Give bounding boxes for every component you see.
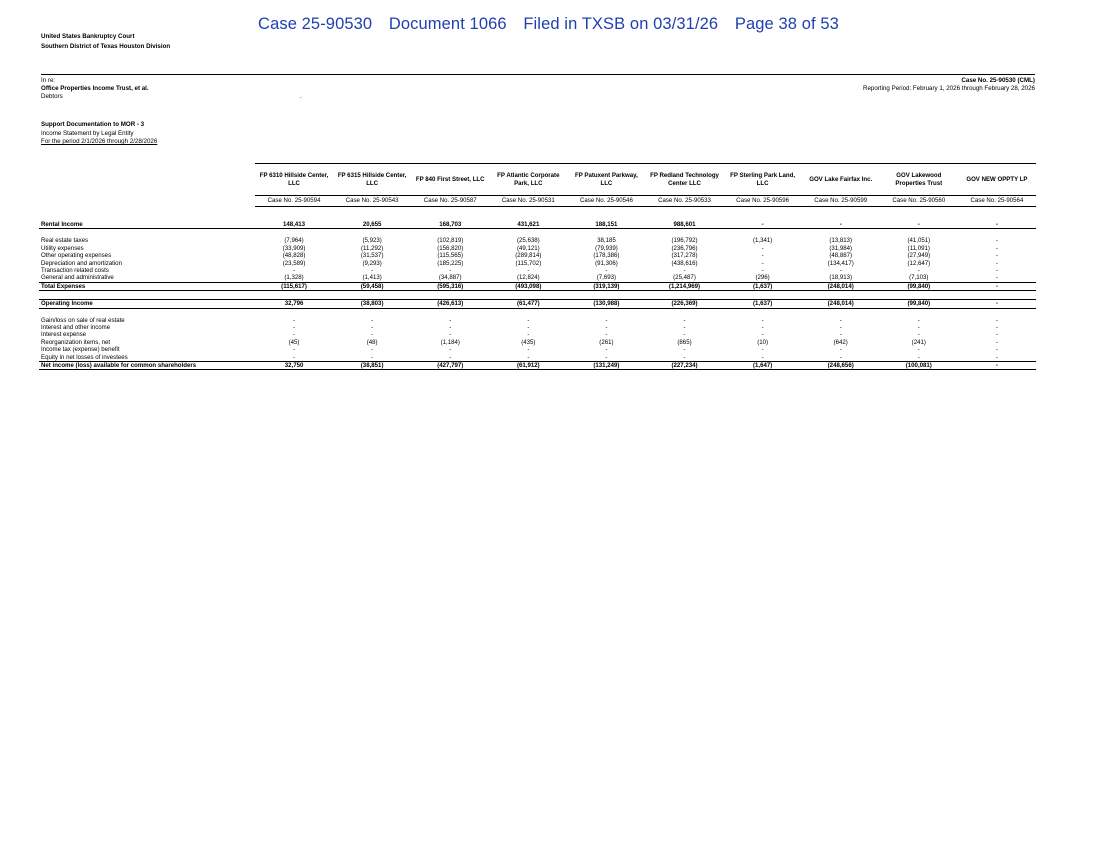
value-cell: - — [683, 331, 686, 339]
row-label: Transaction related costs — [41, 267, 109, 274]
value-cell: (18,913) — [802, 274, 880, 282]
value-cell: (23,589) — [282, 259, 306, 267]
row-transaction-costs — [39, 267, 1036, 274]
court-name: United States Bankruptcy Court — [41, 33, 135, 40]
value-cell: (227,234) — [645, 361, 723, 369]
entity-header: FP Atlantic Corporate Park, LLC — [489, 164, 567, 196]
value-cell: - — [645, 353, 723, 361]
value-cell: 20,655 — [333, 221, 411, 229]
court-district: Southern District of Texas Houston Division — [41, 43, 171, 50]
entity-header: FP Redland Technology Center LLC — [645, 164, 723, 196]
case-caption — [41, 77, 149, 101]
value-cell: (11,292) — [361, 244, 384, 252]
value-cell: - — [449, 331, 452, 339]
value-cell: - — [605, 346, 608, 354]
entity-case-number: Case No. 25-90596 — [724, 196, 802, 207]
value-cell: (99,840) — [880, 300, 958, 308]
value-cell: - — [293, 346, 296, 354]
row-label: Depreciation and amortization — [41, 259, 122, 267]
case-row-blank — [39, 196, 255, 207]
value-cell: - — [761, 316, 764, 324]
stamp-filed: Filed in TXSB on 03/31/26 — [523, 15, 719, 33]
in-re-label: In re: — [41, 77, 56, 84]
value-cell: (131,249) — [567, 361, 645, 369]
value-cell: (115,565) — [437, 252, 464, 260]
row-operating-income — [39, 300, 1036, 308]
value-cell: (248,014) — [802, 300, 880, 308]
value-cell: - — [724, 221, 802, 229]
row-net-income — [39, 361, 1036, 369]
value-cell: - — [802, 221, 880, 229]
value-cell: - — [995, 338, 998, 346]
case-number-row — [39, 196, 1036, 207]
value-cell: - — [683, 346, 686, 354]
value-cell: (7,964) — [284, 237, 304, 245]
entity-case-number: Case No. 25-90543 — [333, 196, 411, 207]
value-cell: - — [995, 252, 998, 260]
value-cell: - — [761, 323, 764, 331]
row-real-estate-taxes — [39, 237, 1036, 244]
value-cell: (438,616) — [671, 259, 698, 267]
value-cell: (261) — [599, 338, 614, 346]
entity-header: GOV Lake Fairfax Inc. — [802, 164, 880, 196]
header-blank — [39, 164, 255, 196]
value-cell: (196,792) — [671, 237, 698, 245]
value-cell: - — [995, 259, 998, 267]
value-cell: - — [917, 316, 920, 324]
row-label: Gain/loss on sale of real estate — [41, 316, 125, 324]
spacer-row — [39, 291, 1036, 300]
value-cell: (48) — [366, 338, 378, 346]
row-utility-expenses — [39, 245, 1036, 252]
value-cell: - — [839, 331, 842, 339]
value-cell: (226,369) — [645, 300, 723, 308]
value-cell: (12,647) — [907, 259, 931, 267]
entity-header-row — [39, 164, 1036, 196]
row-rental-income — [39, 221, 1036, 229]
value-cell: (296) — [724, 274, 802, 282]
value-cell: - — [449, 323, 452, 331]
value-cell: - — [683, 316, 686, 324]
value-cell: - — [917, 331, 920, 339]
row-general-admin — [39, 274, 1036, 282]
value-cell: (236,796) — [671, 244, 698, 252]
spacer-cell — [39, 308, 1036, 317]
value-cell: (289,814) — [515, 252, 542, 260]
value-cell: - — [371, 316, 374, 324]
row-label: Equity in net losses of investees — [39, 353, 255, 361]
value-cell: - — [683, 267, 686, 274]
value-cell: - — [839, 323, 842, 331]
entity-header: GOV Lakewood Properties Trust — [880, 164, 958, 196]
value-cell: (595,316) — [411, 282, 489, 290]
value-cell: - — [371, 267, 374, 274]
value-cell: - — [958, 361, 1036, 369]
value-cell: - — [995, 267, 998, 274]
value-cell: - — [761, 331, 764, 339]
value-cell: - — [995, 316, 998, 324]
value-cell: (7,103) — [880, 274, 958, 282]
income-statement-table — [39, 163, 1036, 370]
stray-mark: . — [300, 94, 302, 100]
value-cell: - — [995, 244, 998, 252]
value-cell: - — [293, 331, 296, 339]
row-other-operating — [39, 252, 1036, 259]
entity-header: FP 6310 Hillside Center, LLC — [255, 164, 333, 196]
support-title: Support Documentation to MOR - 3 — [41, 121, 145, 128]
row-equity-losses — [39, 353, 1036, 361]
spacer-row — [39, 308, 1036, 317]
value-cell: 148,413 — [255, 221, 333, 229]
stamp-case: Case 25-90530 — [258, 15, 373, 33]
entity-case-number: Case No. 25-90587 — [411, 196, 489, 207]
value-cell: - — [527, 323, 530, 331]
value-cell: (59,458) — [333, 282, 411, 290]
value-cell: (9,293) — [362, 259, 382, 267]
entity-case-number: Case No. 25-90564 — [958, 196, 1036, 207]
case-number: Case No. 25-90530 (CML) — [961, 77, 1035, 84]
value-cell: (10) — [757, 338, 769, 346]
value-cell: (185,225) — [437, 259, 464, 267]
value-cell: (134,417) — [827, 259, 854, 267]
value-cell: (865) — [677, 338, 692, 346]
value-cell: (115,617) — [255, 282, 333, 290]
value-cell: (427,797) — [411, 361, 489, 369]
support-heading — [41, 121, 157, 147]
court-heading — [41, 32, 170, 52]
value-cell: - — [527, 331, 530, 339]
entity-case-number: Case No. 25-90546 — [567, 196, 645, 207]
value-cell: (178,386) — [593, 252, 620, 260]
value-cell: - — [761, 244, 764, 252]
row-label: Net income (loss) available for common shareholders — [39, 361, 255, 369]
entity-case-number: Case No. 25-90533 — [645, 196, 723, 207]
value-cell: (31,537) — [360, 252, 384, 260]
row-gain-loss-sale — [39, 317, 1036, 324]
entity-case-number: Case No. 25-90531 — [489, 196, 567, 207]
value-cell: (100,081) — [880, 361, 958, 369]
row-total-expenses — [39, 282, 1036, 290]
value-cell: - — [917, 323, 920, 331]
spacer-row — [39, 207, 1036, 222]
value-cell: (91,306) — [595, 259, 618, 267]
value-cell: - — [802, 353, 880, 361]
value-cell: - — [839, 316, 842, 324]
value-cell: (1,214,969) — [645, 282, 723, 290]
value-cell: - — [293, 323, 296, 331]
value-cell: (48,887) — [829, 252, 853, 260]
value-cell: 988,601 — [645, 221, 723, 229]
entity-header: FP Patuxent Parkway, LLC — [567, 164, 645, 196]
value-cell: (12,824) — [489, 274, 567, 282]
case-info — [863, 77, 1035, 94]
value-cell: - — [255, 353, 333, 361]
value-cell: - — [371, 346, 374, 354]
value-cell: (38,803) — [333, 300, 411, 308]
value-cell: - — [605, 267, 608, 274]
value-cell: (34,887) — [411, 274, 489, 282]
value-cell: - — [605, 316, 608, 324]
value-cell: - — [371, 331, 374, 339]
value-cell: (33,909) — [282, 244, 306, 252]
entity-header: FP 840 First Street, LLC — [411, 164, 489, 196]
value-cell: (25,638) — [516, 237, 540, 245]
value-cell: - — [958, 353, 1036, 361]
value-cell: (426,613) — [411, 300, 489, 308]
value-cell: 38,185 — [597, 237, 616, 245]
value-cell: (48,828) — [282, 252, 306, 260]
row-interest-other-income — [39, 324, 1036, 331]
value-cell: (1,328) — [255, 274, 333, 282]
support-subtitle: Income Statement by Legal Entity — [41, 129, 134, 137]
value-cell: - — [761, 259, 764, 267]
value-cell: - — [839, 267, 842, 274]
value-cell: (317,278) — [671, 252, 698, 260]
value-cell: (79,939) — [595, 244, 618, 252]
row-reorganization-items — [39, 339, 1036, 346]
value-cell: - — [605, 331, 608, 339]
value-cell: (102,819) — [437, 237, 464, 245]
value-cell: - — [605, 323, 608, 331]
value-cell: - — [761, 346, 764, 354]
value-cell: - — [293, 316, 296, 324]
value-cell: 188,151 — [567, 221, 645, 229]
value-cell: (41,051) — [907, 237, 931, 245]
value-cell: (248,014) — [802, 282, 880, 290]
value-cell: (38,851) — [333, 361, 411, 369]
value-cell: - — [880, 221, 958, 229]
row-label: Rental Income — [39, 221, 255, 229]
value-cell: - — [489, 353, 567, 361]
value-cell: - — [958, 282, 1036, 290]
value-cell: - — [958, 300, 1036, 308]
debtor-name: Office Properties Income Trust, et al. — [41, 85, 149, 92]
value-cell: - — [724, 353, 802, 361]
stamp-page: Page 38 of 53 — [734, 15, 839, 33]
entity-case-number: Case No. 25-90560 — [880, 196, 958, 207]
row-income-tax — [39, 346, 1036, 353]
spacer-row — [39, 229, 1036, 238]
entity-case-number: Case No. 25-90599 — [802, 196, 880, 207]
row-depreciation — [39, 260, 1036, 267]
value-cell: - — [449, 316, 452, 324]
value-cell: - — [917, 346, 920, 354]
value-cell: (115,702) — [515, 259, 542, 267]
value-cell: - — [995, 331, 998, 339]
value-cell: - — [411, 353, 489, 361]
value-cell: - — [761, 252, 764, 260]
reporting-period: Reporting Period: February 1, 2026 through February 28, 2026 — [863, 85, 1035, 93]
entity-header: FP 6315 Hillside Center, LLC — [333, 164, 411, 196]
value-cell: (61,477) — [489, 300, 567, 308]
spacer-cell — [39, 207, 1036, 222]
value-cell: - — [293, 267, 296, 274]
value-cell: (13,813) — [829, 237, 853, 245]
value-cell: (5,923) — [362, 237, 382, 245]
value-cell: 168,703 — [411, 221, 489, 229]
value-cell: - — [995, 346, 998, 354]
entity-case-number: Case No. 25-90594 — [255, 196, 333, 207]
row-label: Operating Income — [39, 300, 255, 308]
row-label: Other operating expenses — [41, 252, 112, 260]
row-label: Total Expenses — [39, 282, 255, 290]
value-cell: (435) — [521, 338, 536, 346]
value-cell: (11,091) — [907, 244, 930, 252]
value-cell: - — [995, 237, 998, 245]
value-cell: (241) — [911, 338, 926, 346]
value-cell: (319,139) — [567, 282, 645, 290]
value-cell: (1,184) — [440, 338, 460, 346]
value-cell: (99,840) — [880, 282, 958, 290]
value-cell: - — [761, 267, 764, 274]
spacer-cell — [39, 291, 1036, 300]
row-label: Real estate taxes — [41, 237, 89, 245]
value-cell: (45) — [288, 338, 300, 346]
value-cell: - — [527, 346, 530, 354]
value-cell: (1,637) — [724, 282, 802, 290]
value-cell: (7,693) — [567, 274, 645, 282]
value-cell: (61,912) — [489, 361, 567, 369]
value-cell: (1,413) — [333, 274, 411, 282]
stamp-document: Document 1066 — [388, 15, 507, 33]
value-cell: - — [995, 323, 998, 331]
value-cell: (130,988) — [567, 300, 645, 308]
entity-header: GOV NEW OPPTY LP — [958, 164, 1036, 196]
support-period: For the period 2/1/2026 through 2/28/2026 — [41, 138, 158, 146]
value-cell: 32,750 — [255, 361, 333, 369]
debtors-label: Debtors — [41, 93, 63, 100]
value-cell: - — [839, 346, 842, 354]
value-cell: (31,984) — [829, 244, 853, 252]
value-cell: - — [567, 353, 645, 361]
value-cell: - — [958, 221, 1036, 229]
row-interest-expense — [39, 331, 1036, 338]
value-cell: - — [917, 267, 920, 274]
value-cell: (1,341) — [752, 237, 773, 245]
value-cell: - — [371, 323, 374, 331]
value-cell: - — [333, 353, 411, 361]
value-cell: 32,796 — [255, 300, 333, 308]
value-cell: (27,949) — [907, 252, 931, 260]
header-rule — [41, 74, 1035, 75]
value-cell: - — [527, 316, 530, 324]
row-label: Utility expenses — [41, 244, 84, 252]
row-label: Interest and other income — [41, 323, 111, 331]
row-label: Reorganization items, net — [41, 338, 111, 346]
value-cell: (1,637) — [724, 300, 802, 308]
value-cell: (156,820) — [437, 244, 464, 252]
row-label: Interest expense — [41, 331, 87, 339]
entity-header: FP Sterling Park Land, LLC — [724, 164, 802, 196]
value-cell: - — [958, 274, 1036, 282]
value-cell: - — [527, 267, 530, 274]
value-cell: - — [449, 267, 452, 274]
value-cell: - — [449, 346, 452, 354]
value-cell: 431,621 — [489, 221, 567, 229]
value-cell: (248,656) — [802, 361, 880, 369]
value-cell: (25,487) — [645, 274, 723, 282]
income-statement-body — [39, 207, 1036, 370]
value-cell: (493,098) — [489, 282, 567, 290]
spacer-cell — [39, 229, 1036, 238]
value-cell: (1,647) — [724, 361, 802, 369]
value-cell: - — [683, 323, 686, 331]
value-cell: (49,121) — [516, 244, 540, 252]
row-label: Income tax (expense) benefit — [41, 346, 120, 354]
row-label: General and administrative — [39, 274, 255, 282]
value-cell: - — [880, 353, 958, 361]
value-cell: (642) — [833, 338, 848, 346]
